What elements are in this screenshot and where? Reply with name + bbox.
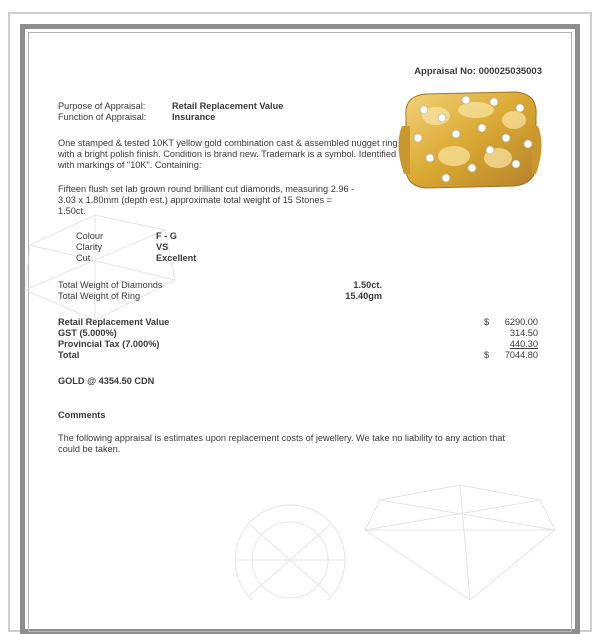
grade-value-cut: Excellent <box>156 253 197 263</box>
grade-label-clarity: Clarity <box>76 242 103 252</box>
value-label-gst: GST (5.000%) <box>58 328 117 338</box>
gold-price: GOLD @ 4354.50 CDN <box>58 376 155 386</box>
ring-description: One stamped & tested 10KT yellow gold combination cast & assembled nugget ring with a bright polish finish. Condition is brand new. Trademark is a symbol. Identified with markings of "10K". Containing: <box>58 138 398 170</box>
grade-value-colour: F - G <box>156 231 177 241</box>
grade-value-clarity: VS <box>156 242 169 252</box>
value-label-retail: Retail Replacement Value <box>58 317 170 327</box>
purpose-value: Retail Replacement Value <box>172 101 284 111</box>
stones-description: Fifteen flush set lab grown round brilliant cut diamonds, measuring 2.96 - 3.03 x 1.80mm (depth est.) approximate total weight of 15 Stones = 1.50ct. <box>58 184 355 216</box>
value-label-total: Total <box>58 350 80 360</box>
value-label-provincial: Provincial Tax (7.000%) <box>58 339 160 349</box>
value-currency-total: $ <box>484 350 490 360</box>
ring-image <box>396 86 544 194</box>
value-currency-retail: $ <box>484 317 490 327</box>
comments-text: The following appraisal is estimates upon replacement costs of jewellery. We take no liability to any action that could be taken. <box>58 433 506 454</box>
purpose-label: Purpose of Appraisal: <box>58 101 146 111</box>
function-value: Insurance <box>172 112 216 122</box>
comments-heading: Comments <box>58 410 106 420</box>
value-amount-total: 7044.80 <box>504 350 538 360</box>
value-amount-provincial: 440.30 <box>509 339 538 349</box>
grade-label-cut: Cut <box>76 253 91 263</box>
weight-label-diamonds: Total Weight of Diamonds <box>58 280 163 290</box>
weight-value-ring: 15.40gm <box>345 291 382 301</box>
value-amount-retail: 6290.00 <box>504 317 538 327</box>
weight-label-ring: Total Weight of Ring <box>58 291 141 301</box>
grade-label-colour: Colour <box>76 231 104 241</box>
weight-value-diamonds: 1.50ct. <box>353 280 382 290</box>
appraisal-number: Appraisal No: 000025035003 <box>414 66 542 77</box>
function-label: Function of Appraisal: <box>58 112 147 122</box>
value-amount-gst: 314.50 <box>509 328 538 338</box>
